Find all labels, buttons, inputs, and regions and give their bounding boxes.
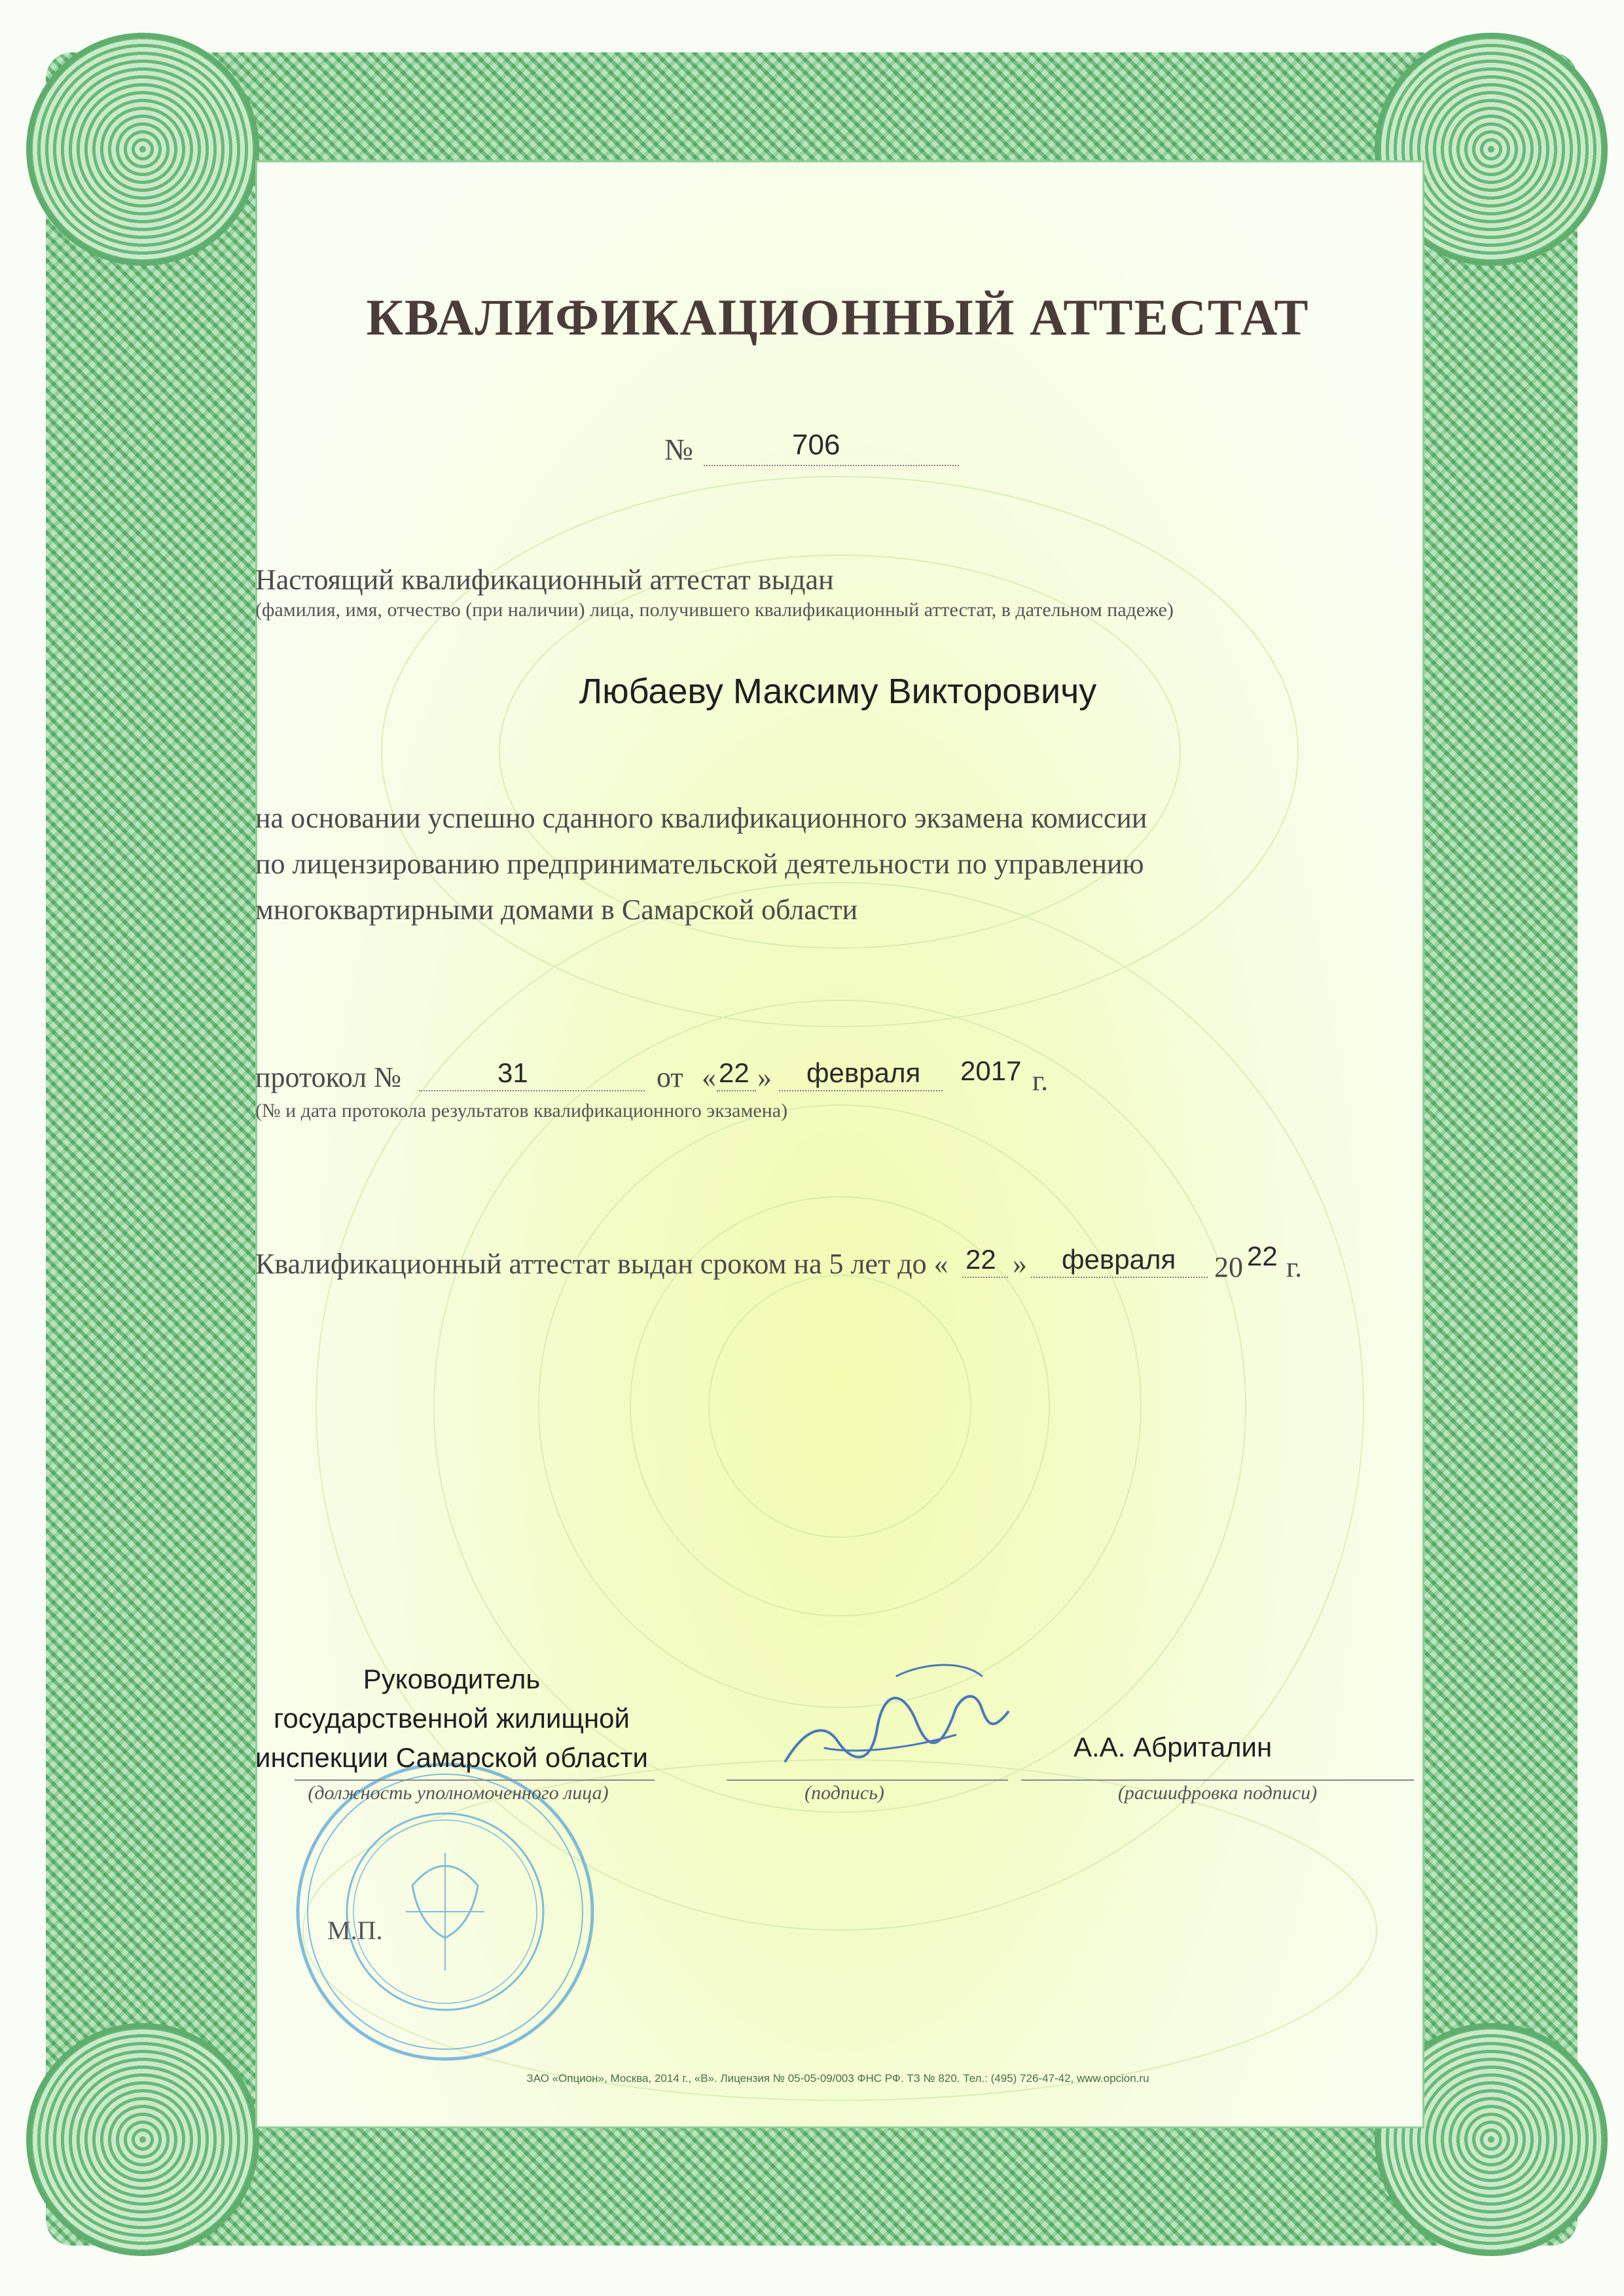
position-line: инспекции Самарской области bbox=[255, 1742, 648, 1773]
signature-hint: (подпись) bbox=[804, 1782, 884, 1804]
protocol-day-underline bbox=[717, 1090, 756, 1091]
recipient-name: Любаеву Максиму Викторовичу bbox=[579, 672, 1097, 711]
issued-hint: (фамилия, имя, отчество (при наличии) лица, получившего квалификационный аттестат, в дательном падеже) bbox=[255, 599, 1174, 621]
certificate-title: КВАЛИФИКАЦИОННЫЙ АТТЕСТАТ bbox=[366, 289, 1310, 346]
protocol-day: 22 bbox=[719, 1057, 749, 1088]
printer-imprint: ЗАО «Опцион», Москва, 2014 г., «В». Лицензия № 05-05-09/003 ФНС РФ. ТЗ № 820. Тел.: (495) 726-47-42, www.opcion.ru bbox=[526, 2072, 1149, 2085]
validity-day: 22 bbox=[965, 1244, 996, 1275]
validity-year-g: г. bbox=[1286, 1251, 1303, 1283]
seal-place-label: М.П. bbox=[327, 1916, 383, 1945]
name-hint: (расшифровка подписи) bbox=[1117, 1782, 1318, 1804]
basis-text bbox=[255, 795, 1420, 933]
basis-line: по лицензированию предпринимательской деятельности по управлению bbox=[255, 848, 1144, 880]
protocol-hint: (№ и дата протокола результатов квалификационного экзамена) bbox=[255, 1100, 788, 1121]
name-underline bbox=[1021, 1779, 1414, 1781]
issued-text: Настоящий квалификационный аттестат выдан bbox=[255, 564, 834, 596]
protocol-number-underline bbox=[419, 1090, 645, 1091]
basis-line: на основании успешно сданного квалификационного экзамена комиссии bbox=[255, 802, 1147, 834]
signature-underline bbox=[727, 1779, 1008, 1781]
number-underline bbox=[704, 465, 959, 466]
protocol-quote-close: » bbox=[757, 1061, 772, 1093]
corner-rosette-bottom-left bbox=[26, 2023, 259, 2256]
protocol-from-label: от bbox=[657, 1061, 683, 1093]
validity-quote-close: » bbox=[1013, 1248, 1027, 1280]
protocol-label: протокол № bbox=[255, 1061, 402, 1093]
signatory-name: А.А. Абриталин bbox=[1074, 1732, 1272, 1762]
protocol-quote-open: « bbox=[702, 1061, 716, 1093]
validity-month: февраля bbox=[1062, 1244, 1176, 1275]
protocol-month-underline bbox=[779, 1090, 943, 1091]
protocol-year-suffix: г. bbox=[1032, 1065, 1049, 1097]
basis-line: многоквартирными домами в Самарской области bbox=[255, 894, 858, 926]
position-line: государственной жилищной bbox=[274, 1703, 630, 1734]
handwritten-signature bbox=[766, 1650, 1015, 1781]
validity-day-underline bbox=[962, 1277, 1008, 1278]
position-underline bbox=[295, 1779, 655, 1781]
number-label: № bbox=[664, 433, 693, 466]
validity-text: Квалификационный аттестат выдан сроком на 5 лет до « bbox=[255, 1248, 948, 1280]
corner-rosette-top-left bbox=[26, 33, 259, 266]
signatory-position bbox=[255, 1660, 648, 1777]
certificate-number: 706 bbox=[792, 429, 840, 461]
protocol-month: февраля bbox=[806, 1057, 921, 1088]
protocol-number: 31 bbox=[497, 1057, 528, 1088]
position-line: Руководитель bbox=[363, 1664, 541, 1694]
validity-year-prefix: 20 bbox=[1214, 1251, 1243, 1283]
position-hint: (должность уполномоченного лица) bbox=[308, 1782, 609, 1804]
protocol-year: 2017 bbox=[960, 1055, 1022, 1086]
validity-month-underline bbox=[1031, 1277, 1208, 1278]
validity-year-suffix: 22 bbox=[1247, 1241, 1278, 1271]
